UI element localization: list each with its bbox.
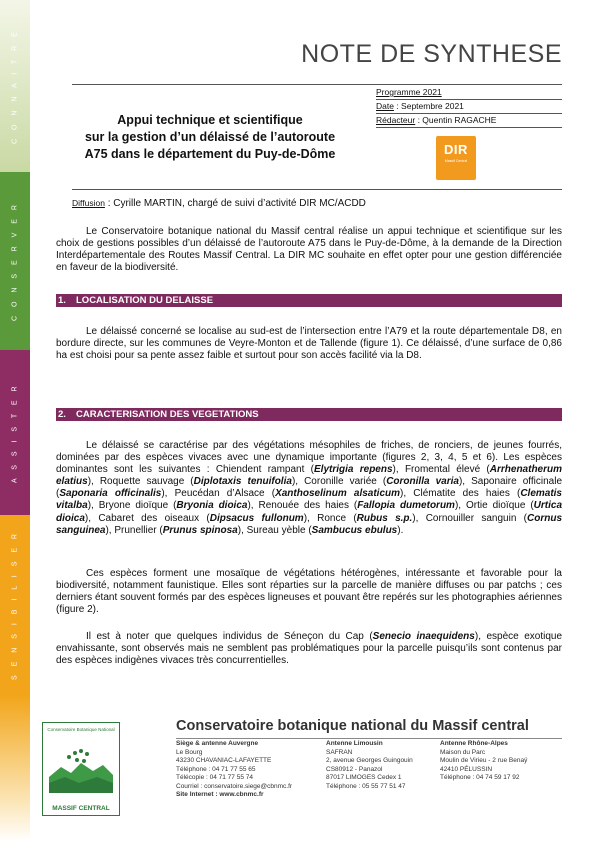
text-run: ), Peucédan d’Alsace ( bbox=[161, 488, 276, 500]
footer-line: Télécopie : 04 71 77 55 74 bbox=[176, 774, 253, 781]
species-name: Urtica dioica bbox=[56, 500, 563, 524]
cbn-logo-top-text: Conservatoire Botanique National bbox=[47, 727, 115, 732]
text-run: ), Coronille variée ( bbox=[291, 476, 387, 488]
diffusion bbox=[72, 198, 366, 209]
section-title: CARACTERISATION DES VEGETATIONS bbox=[76, 409, 259, 420]
sidebar-band-fade bbox=[0, 695, 30, 842]
date-label: Date bbox=[376, 101, 394, 111]
species-name: Clematis vitalba bbox=[56, 488, 562, 512]
species-name: Xanthoselinum alsaticum bbox=[275, 488, 401, 500]
text-run: ), Ortie dioïque ( bbox=[454, 500, 534, 512]
text-run: ). bbox=[397, 524, 404, 536]
footer-line: SAFRAN bbox=[326, 748, 353, 756]
text-run: ), Cabaret des oiseaux ( bbox=[84, 512, 210, 524]
footer-line: Téléphone : 04 74 59 17 92 bbox=[440, 774, 520, 781]
cbn-logo-art bbox=[47, 737, 115, 793]
text-run: Le délaissé se caractérise par des végétations mésophiles de friches, de ronciers, de jeunes fourrés, dominées par des espèces vivaces avec une dynamique importante (figures 2, 3, 4, 5 et 6). Les espèces dominantes sont les suivantes : Chiendent rampant ( bbox=[56, 440, 562, 476]
redacteur-value: : Quentin RAGACHE bbox=[415, 115, 497, 125]
footer-line: Maison du Parc bbox=[440, 748, 486, 756]
text-run: Il est à noter que quelques individus de Séneçon du Cap ( bbox=[86, 631, 373, 642]
species-name: Dipsacus fullonum bbox=[209, 512, 304, 524]
species-name: Fallopia dumetorum bbox=[357, 500, 455, 512]
text-run: ), Clématite des haies ( bbox=[400, 488, 521, 500]
footer-line: 2, avenue Georges Guingouin bbox=[326, 757, 413, 764]
metadata-box bbox=[376, 86, 562, 128]
species-name: Sambucus ebulus bbox=[311, 524, 398, 536]
text-run: ), Prunellier ( bbox=[105, 524, 163, 536]
species-name: Saponaria officinalis bbox=[59, 488, 162, 500]
dir-logo-subtext: Massif Central bbox=[444, 159, 468, 163]
footer-heading: Antenne Rhône-Alpes bbox=[440, 740, 508, 747]
species-name: Senecio inaequidens bbox=[372, 631, 475, 642]
footer-line: 43230 CHAVANIAC-LAFAYETTE bbox=[176, 757, 272, 764]
subject-line: sur la gestion d’un délaissé de l’autoroute bbox=[84, 130, 336, 144]
footer-heading: Antenne Limousin bbox=[326, 740, 383, 747]
text-run: ), Saponaire officinale ( bbox=[56, 476, 563, 500]
footer-line: 87017 LIMOGES Cedex 1 bbox=[326, 774, 402, 781]
programme-row bbox=[376, 86, 562, 100]
sidebar-label-assister: A S S I S T E R bbox=[11, 382, 19, 483]
footer-line: CS80912 - Panazol bbox=[326, 765, 383, 773]
species-name: Elytrigia repens bbox=[314, 464, 393, 476]
sidebar-label-sensibiliser: S E N S I B I L I S E R bbox=[11, 530, 19, 680]
header-bottom-rule bbox=[72, 189, 562, 190]
section1-paragraph: Le délaissé concerné se localise au sud-est de l’intersection entre l’A79 et la route départementale D8, en bordure directe, sur les communes de Veyre-Monton et de Tallende (figure 1). Ce délaissé, d’une surface de 0,86 ha est choisi pour sa pente assez faible et surtout pour son accès facilité via la D8. bbox=[56, 326, 562, 362]
date-row bbox=[376, 100, 562, 114]
text-run: ), Sureau yèble ( bbox=[237, 524, 312, 536]
text-run: ), Ronce ( bbox=[303, 512, 357, 524]
section2-paragraph-species bbox=[56, 440, 562, 537]
section-heading-1 bbox=[56, 294, 562, 307]
text-run: ), Renouée des haies ( bbox=[247, 500, 358, 512]
dir-logo bbox=[436, 136, 476, 180]
species-name: Rubus s.p. bbox=[356, 512, 413, 524]
footer-line: Téléphone : 05 55 77 51 47 bbox=[326, 782, 406, 790]
footer-line: Téléphone : 04 71 77 55 65 bbox=[176, 765, 256, 773]
footer-address-rhone-alpes bbox=[440, 740, 527, 783]
cbn-logo bbox=[42, 722, 120, 816]
redacteur-label: Rédacteur bbox=[376, 115, 416, 125]
text-run: ), Bryone dioïque ( bbox=[87, 500, 177, 512]
footer-line: Moulin de Virieu - 2 rue Benaÿ bbox=[440, 757, 528, 764]
footer-heading: Siège & antenne Auvergne bbox=[176, 740, 259, 747]
programme-label: Programme 2021 bbox=[376, 87, 442, 97]
species-name: Arrhenatherum elatius bbox=[56, 464, 563, 488]
redacteur-row bbox=[376, 114, 562, 128]
text-run: ), Roquette sauvage ( bbox=[87, 476, 194, 488]
sidebar-label-connaitre: C O N N A I T R E bbox=[11, 28, 19, 144]
species-name: Bryonia dioica bbox=[176, 500, 248, 512]
dir-logo-text: DIR bbox=[444, 142, 468, 157]
sidebar-label-conserver: C O N S E R V E R bbox=[11, 201, 19, 321]
footer-organisation-name: Conservatoire botanique national du Massif central bbox=[176, 718, 529, 734]
section2-paragraph-senecio bbox=[56, 631, 562, 667]
species-name: Diplotaxis tenuifolia bbox=[193, 476, 292, 488]
footer-line: Courriel : conservatoire.siege@cbnmc.fr bbox=[176, 782, 293, 790]
text-run: ), Cornouiller sanguin ( bbox=[412, 512, 528, 524]
footer-line: 42410 PÉLUSSIN bbox=[440, 765, 493, 773]
species-name: Prunus spinosa bbox=[162, 524, 238, 536]
intro-paragraph: Le Conservatoire botanique national du Massif central réalise un appui technique et scientifique sur les choix de gestions possibles d’un délaissé de l’autoroute A75 dans le Puy-de-Dôme, à la demande de la Direction Interdépartementale des Routes Massif Central. La DIR MC souhaite en effet opter pour une gestion différenciée en faveur de la biodiversité. bbox=[56, 226, 562, 274]
footer-rule bbox=[176, 738, 562, 739]
footer-address-siege bbox=[176, 740, 292, 800]
cbn-logo-bottom-text: MASSIF CENTRAL bbox=[52, 805, 110, 812]
section-heading-2 bbox=[56, 408, 562, 421]
document-subject bbox=[60, 112, 360, 163]
sidebar bbox=[0, 0, 30, 842]
section-number: 2. bbox=[58, 409, 66, 420]
footer-line: Site Internet : www.cbnmc.fr bbox=[176, 791, 264, 798]
document-title: NOTE DE SYNTHESE bbox=[301, 40, 562, 68]
text-run: ), espèce exotique envahissante, sont observés mais ne semblent pas problématiques pour la parcelle puisqu’ils sont contenus par des espèces indigènes vivaces très concurrentielles. bbox=[56, 631, 562, 667]
footer-line: Le Bourg bbox=[176, 748, 203, 756]
section-number: 1. bbox=[58, 295, 66, 306]
section2-paragraph-mosaic: Ces espèces forment une mosaïque de végétations hétérogènes, intéressante et favorable pour la biodiversité, notamment faunistique. Elles sont réparties sur la parcelle de manière diffuses ou par patchs ; ces derniers étant souvent formés par des espèces ligneuses et pouvant être repérés sur les photographies aériennes (figure 2). bbox=[56, 568, 562, 616]
species-name: Coronilla varia bbox=[386, 476, 459, 488]
diffusion-value: : Cyrille MARTIN, chargé de suivi d’activité DIR MC/ACDD bbox=[104, 198, 366, 209]
date-value: : Septembre 2021 bbox=[393, 101, 464, 111]
subject-line: Appui technique et scientifique bbox=[117, 113, 303, 127]
subject-line: A75 dans le département du Puy-de-Dôme bbox=[84, 147, 336, 161]
section-title: LOCALISATION DU DELAISSE bbox=[76, 295, 214, 306]
diffusion-label: Diffusion bbox=[72, 198, 105, 208]
header-top-rule bbox=[72, 84, 562, 85]
footer-address-limousin bbox=[326, 740, 413, 791]
text-run: ), Fromental élevé ( bbox=[392, 464, 490, 476]
species-name: Cornus sanguinea bbox=[56, 512, 563, 536]
